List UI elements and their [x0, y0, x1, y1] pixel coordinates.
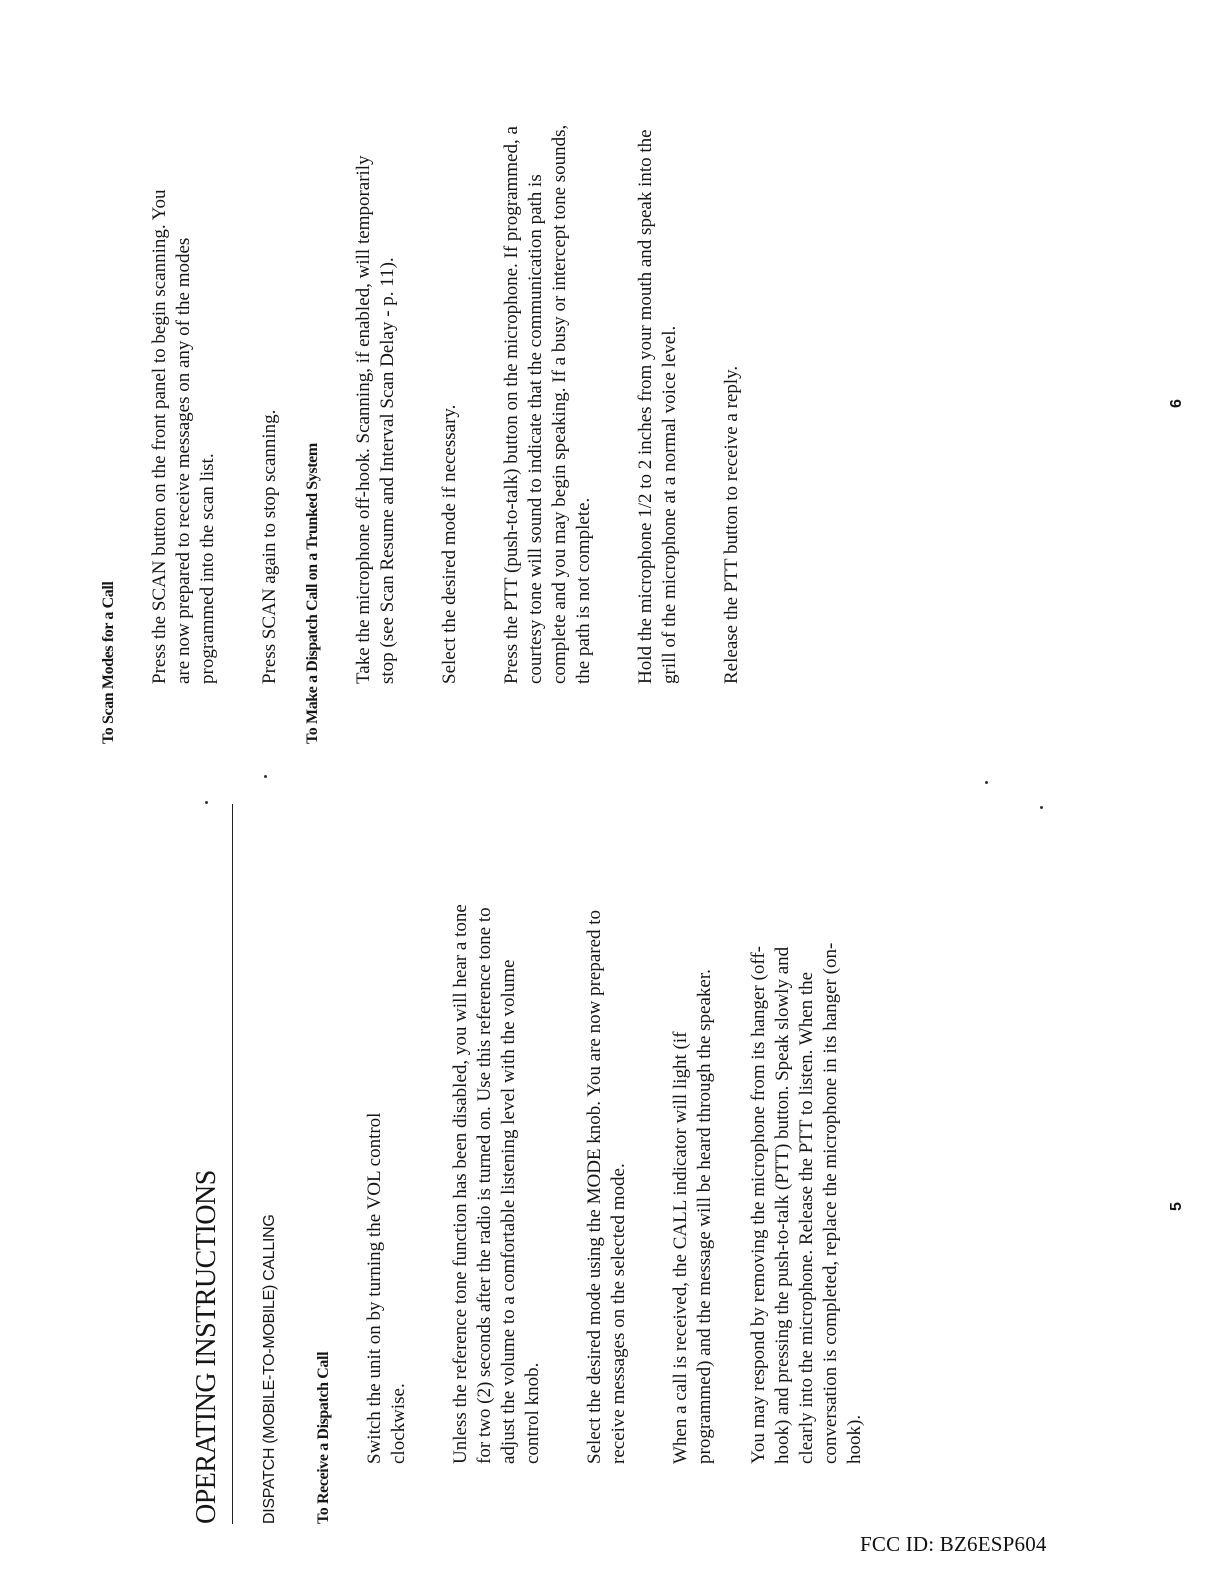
paragraph-hold-mic: Hold the microphone 1/2 to 2 inches from your mouth and speak into the grill of the microphone at a normal voice level. [635, 129, 680, 684]
paragraph-scan: Press the SCAN button on the front panel to begin scanning. You are now prepared to receive messages on any of the modes programmed into the scan list. [149, 189, 218, 684]
scan-heading: To Scan Modes for a Call [100, 581, 117, 744]
scan-speck [205, 801, 208, 804]
right-page [100, 64, 744, 744]
scan-speck [985, 781, 988, 784]
fcc-id: FCC ID: BZ6ESP604 [860, 1532, 1047, 1556]
scan-speck [1040, 806, 1043, 809]
page-title: OPERATING INSTRUCTIONS [190, 804, 233, 1524]
paragraph-reference-tone: Unless the reference tone function has been disabled, you will hear a tone for two (2) seconds after the radio is turned on. Use this reference tone to adjust the volume to a comfortable listening level with the volume control knob. [450, 904, 543, 1464]
paragraph-off-hook: Take the microphone off-hook. Scanning, if enabled, will temporarily stop (see Scan Resume and Interval Scan Delay - p. 11). [353, 155, 398, 684]
trunked-call-heading: To Make a Dispatch Call on a Trunked System [304, 443, 321, 744]
paragraph-press-ptt: Press the PTT (push-to-talk) button on the microphone. If programmed, a courtesy tone will sound to indicate that the communication path is complete and you may begin speaking. If a busy or intercept tone sounds, the path is not complete. [501, 124, 594, 684]
paragraph-select-mode: Select the desired mode using the MODE knob. You are now prepared to receive messages on the selected mode. [584, 909, 629, 1464]
paragraph-select-desired: Select the desired mode if necessary. [439, 404, 460, 684]
paragraph-respond: You may respond by removing the microphone from its hanger (off-hook) and pressing the push-to-talk (PTT) button. Speak slowly and clearly into the microphone. Release the PTT to listen. When the conversation is completed, replace the microphone in its hanger (on-hook). [748, 942, 865, 1464]
page-number-right: 6 [1168, 399, 1185, 408]
receive-call-heading: To Receive a Dispatch Call [315, 1351, 332, 1524]
paragraph-switch-on: Switch the unit on by turning the VOL control clockwise. [364, 1112, 409, 1464]
paragraph-call-received: When a call is received, the CALL indicator will light (if programmed) and the message will be heard through the speaker. [670, 969, 715, 1464]
page-number-left: 5 [1168, 1202, 1185, 1211]
paragraph-scan-stop: Press SCAN again to stop scanning. [259, 409, 280, 684]
scan-speck [264, 775, 267, 778]
section-title: DISPATCH (MOBILE-TO-MOBILE) CALLING [261, 1214, 278, 1524]
left-page [190, 884, 867, 1524]
paragraph-release-ptt: Release the PTT button to receive a reply. [721, 365, 742, 684]
